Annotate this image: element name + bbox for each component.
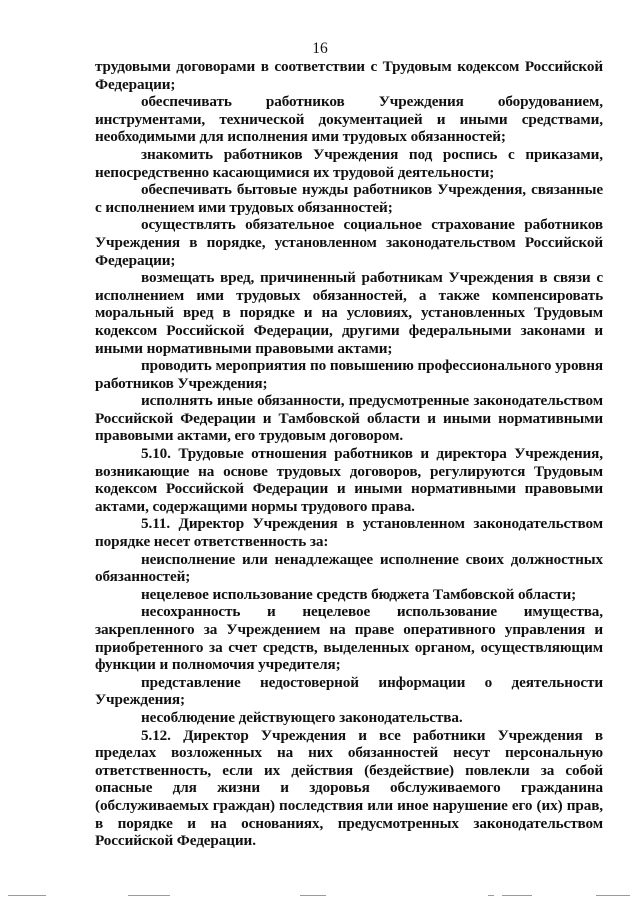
liability-item-noncompliance: несоблюдение действующего законодательства. — [141, 708, 463, 726]
section-5-11: 5.11. Директор Учреждения в установленном законодательством порядке несет ответственность за: — [95, 515, 603, 551]
liability-item-nonperformance: неисполнение или ненадлежащее исполнение своих должностных обязанностей; — [95, 550, 603, 586]
paragraph-employer-duty-contracts: трудовыми договорами в соответствии с Трудовым кодексом Российской Федерации; — [95, 58, 603, 93]
paragraph-social-insurance: осуществлять обязательное социальное страхование работников Учреждения в порядке, установленном законодательством Российской Федерации; — [95, 216, 603, 269]
paragraph-acquaint-with-orders: знакомить работников Учреждения под роспись с приказами, непосредственно касающимися их трудовой деятельности; — [95, 145, 603, 181]
liability-item-false-information: представление недостоверной информации о деятельности Учреждения; — [95, 673, 603, 709]
paragraph-compensate-harm: возмещать вред, причиненный работникам Учреждения в связи с исполнением ими трудовых обязанностей, а также компенсировать моральный вред в порядке и на условиях, установленных Трудовым кодексом Российской Федерации, другими федеральными законами и иными нормативными правовыми актами; — [95, 269, 603, 357]
scan-mark — [300, 895, 326, 896]
section-5-10: 5.10. Трудовые отношения работников и директора Учреждения, возникающие на основе трудовых договоров, регулируются Трудовым кодексом Российской Федерации и иными нормативными правовыми актами, содержащими нормы трудового права. — [95, 445, 603, 515]
liability-item-property: несохранность и нецелевое использование имущества, закрепленного за Учреждением на праве оперативного управления и приобретенного за счет средств, выделенных органом, осуществляющим функции и полномочия учредителя; — [95, 603, 603, 674]
paragraph-other-duties: исполнять иные обязанности, предусмотренные законодательством Российской Федерации и Тамбовской области и иными нормативными правовыми актами, его трудовым договором. — [95, 392, 603, 445]
liability-item-budget-misuse: нецелевое использование средств бюджета Тамбовской области; — [141, 585, 577, 603]
document-body — [95, 58, 603, 850]
scan-mark — [502, 895, 532, 896]
scan-mark — [488, 895, 494, 896]
scan-mark — [596, 895, 630, 896]
paragraph-household-needs: обеспечивать бытовые нужды работников Учреждения, связанные с исполнением ими трудовых обязанностей; — [95, 181, 603, 216]
paragraph-professional-development: проводить мероприятия по повышению профессионального уровня работников Учреждения; — [95, 357, 603, 392]
page-number: 16 — [312, 40, 328, 57]
paragraph-provide-equipment: обеспечивать работников Учреждения оборудованием, инструментами, технической документацией и иными средствами, необходимыми для исполнения ими трудовых обязанностей; — [95, 93, 603, 146]
scan-edge-marks — [0, 893, 640, 899]
section-5-12: 5.12. Директор Учреждения и все работники Учреждения в пределах возложенных на них обязанностей несут персональную ответственность, если их действия (бездействие) повлекли за собой опасные для жизни и здоровья обслуживаемого гражданина (обслуживаемых граждан) последствия или иное нарушение его (их) прав, в порядке и на основаниях, предусмотренных законодательством Российской Федерации. — [95, 726, 603, 850]
scan-mark — [128, 895, 170, 896]
scan-mark — [8, 895, 46, 896]
